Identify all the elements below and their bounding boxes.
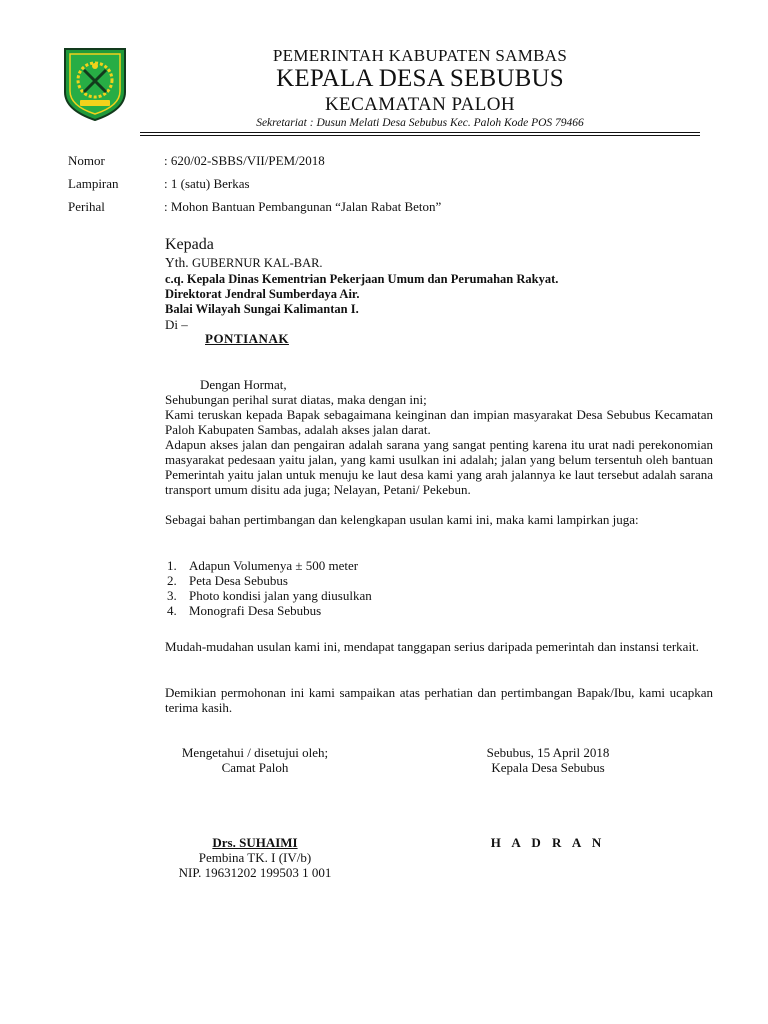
meta-label: Perihal xyxy=(68,199,105,214)
meta-value: : 620/02-SBBS/VII/PEM/2018 xyxy=(164,153,325,168)
paragraph: Sehubungan perihal surat diatas, maka dengan ini; xyxy=(165,392,427,407)
signature-left-name xyxy=(160,835,350,851)
header-district: KECAMATAN PALOH xyxy=(324,94,516,115)
list-text: Peta Desa Sebubus xyxy=(189,573,288,588)
meta-value: : 1 (satu) Berkas xyxy=(164,176,250,191)
signatory-name: H A D R A N xyxy=(490,835,606,850)
recipient-name: GUBERNUR KAL-BAR. xyxy=(192,256,323,270)
paragraph: Mudah-mudahan usulan kami ini, mendapat tanggapan serius daripada pemerintah dan instansi terkait. xyxy=(165,639,699,654)
meta-value: : Mohon Bantuan Pembangunan “Jalan Rabat Beton” xyxy=(164,199,442,214)
recipient-line: Balai Wilayah Sungai Kalimantan I. xyxy=(165,302,359,316)
signature-left-position: Camat Paloh xyxy=(221,760,289,775)
greeting: Dengan Hormat, xyxy=(200,377,287,392)
recipient-line: c.q. Kepala Dinas Kementrian Pekerjaan Umum dan Perumahan Rakyat. xyxy=(165,272,559,286)
list-item xyxy=(167,573,288,589)
recipient-line: Direktorat Jendral Sumberdaya Air. xyxy=(165,287,360,301)
header-rule xyxy=(140,132,700,133)
signatory-name: Drs. SUHAIMI xyxy=(212,835,298,850)
list-number: 1. xyxy=(167,558,177,573)
list-number: 3. xyxy=(167,588,177,603)
list-number: 2. xyxy=(167,573,177,588)
list-text: Photo kondisi jalan yang diusulkan xyxy=(189,588,372,603)
list-item xyxy=(167,603,321,619)
signature-left-approval: Mengetahui / disetujui oleh; xyxy=(181,745,329,760)
list-text: Adapun Volumenya ± 500 meter xyxy=(189,558,359,573)
recipient-di: Di – xyxy=(165,317,188,332)
list-item xyxy=(167,588,372,604)
recipient-city: PONTIANAK xyxy=(205,331,289,346)
paragraph: Kami teruskan kepada Bapak sebagaimana keinginan dan impian masyarakat Desa Sebubus Kecamatan Paloh Kabupaten Sambas, adalah akses jalan darat. xyxy=(165,407,713,437)
header-office: KEPALA DESA SEBUBUS xyxy=(276,65,564,92)
meta-label: Lampiran xyxy=(68,176,119,191)
list-item xyxy=(167,558,358,574)
regency-emblem-icon xyxy=(62,46,128,122)
header-rule xyxy=(140,135,700,136)
signature-right-place-date: Sebubus, 15 April 2018 xyxy=(486,745,610,760)
meta-label: Nomor xyxy=(68,153,105,168)
paragraph: Demikian permohonan ini kami sampaikan atas perhatian dan pertimbangan Bapak/Ibu, kami ucapkan terima kasih. xyxy=(165,685,713,715)
header-government: PEMERINTAH KABUPATEN SAMBAS xyxy=(272,46,568,65)
recipient-heading: Kepada xyxy=(165,236,214,253)
recipient-yth: Yth. xyxy=(165,255,189,270)
signature-right-name xyxy=(443,835,653,851)
paragraph: Sebagai bahan pertimbangan dan kelengkapan usulan kami ini, maka kami lampirkan juga: xyxy=(165,512,639,527)
paragraph: Adapun akses jalan dan pengairan adalah sarana yang sangat penting karena itu urat nadi perekonomian masyarakat pedesaan yaitu jalan, yang kami usulkan ini adalah; jalan yang belum tersentuh oleh bantuan Pemerintah yaitu jalan untuk menuju ke laut desa kami yang arah jalannya ke laut tersebut adalah sarana transport umum disitu ada juga; Nelayan, Petani/ Pekebun. xyxy=(165,437,713,497)
signature-right-position: Kepala Desa Sebubus xyxy=(491,760,605,775)
signature-left-nip: NIP. 19631202 199503 1 001 xyxy=(178,865,332,880)
list-number: 4. xyxy=(167,603,177,618)
recipient-title xyxy=(165,255,323,271)
signature-left-rank: Pembina TK. I (IV/b) xyxy=(198,850,312,865)
header-address: Sekretariat : Dusun Melati Desa Sebubus Kec. Paloh Kode POS 79466 xyxy=(256,117,584,129)
list-text: Monografi Desa Sebubus xyxy=(189,603,322,618)
